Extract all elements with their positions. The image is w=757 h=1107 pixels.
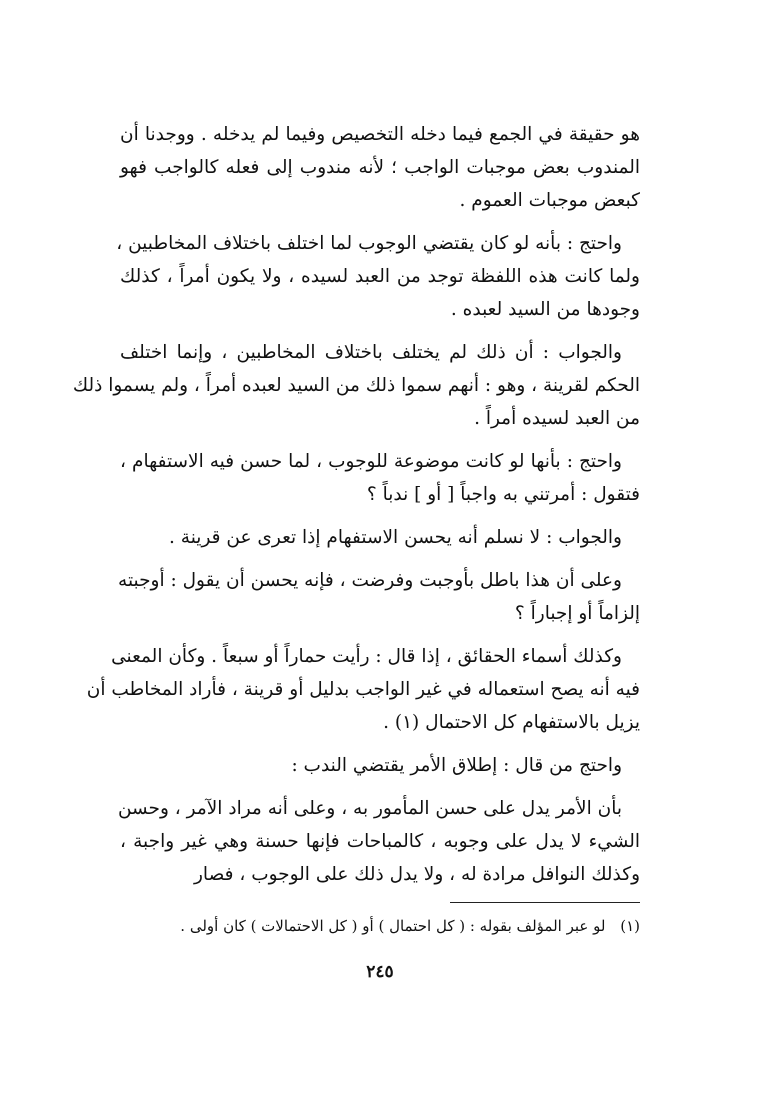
footnote-text: لو عبر المؤلف بقوله : ( كل احتمال ) أو ( كل الاحتمالات ) كان أولى . [180, 917, 606, 935]
footnote-mark: (١) [620, 917, 640, 935]
text-line: كبعض موجبات العموم . [459, 190, 640, 211]
text-line: المندوب بعض موجبات الواجب ؛ لأنه مندوب إلى فعله كالواجب فهو [120, 157, 640, 178]
paragraph [120, 521, 640, 554]
text-line: وعلى أن هذا باطل بأوجبت وفرضت ، فإنه يحسن أن يقول : أوجبته [118, 570, 622, 591]
text-line: وكذلك أسماء الحقائق ، إذا قال : رأيت حماراً أو سبعاً . وكأن المعنى [111, 646, 622, 667]
text-line: إلزاماً أو إجباراً ؟ [514, 603, 640, 624]
text-line: الشيء لا يدل على وجوبه ، كالمباحات فإنها حسنة وهي غير واجبة ، [120, 831, 640, 852]
paragraph [120, 118, 640, 217]
text-line: وجودها من السيد لعبده . [450, 299, 640, 320]
text-line: الحكم لقرينة ، وهو : أنهم سموا ذلك من السيد لعبده أمراً ، ولم يسموا ذلك [72, 375, 640, 396]
text-line: وكذلك النوافل مرادة له ، ولا يدل ذلك على الوجوب ، فصار [194, 864, 640, 885]
paragraph [120, 564, 640, 630]
footnote-divider [450, 902, 640, 903]
paragraph [86, 640, 640, 739]
paragraph [72, 336, 640, 435]
page-number: ٢٤٥ [366, 962, 394, 982]
paragraph [120, 445, 640, 511]
main-text [72, 118, 640, 901]
text-line: يزيل بالاستفهام كل الاحتمال (١) . [383, 712, 640, 733]
text-line: ولما كانت هذه اللفظة توجد من العبد لسيده ، ولا يكون أمراً ، كذلك [120, 266, 640, 287]
paragraph [120, 749, 640, 782]
text-line: فتقول : أمرتني به واجباً [ أو ] ندباً ؟ [366, 484, 640, 505]
text-line: فيه أنه يصح استعماله في غير الواجب بدليل أو قرينة ، فأراد المخاطب أن [86, 679, 640, 700]
text-line: واحتج : بأنه لو كان يقتضي الوجوب لما اختلف باختلاف المخاطبين ، [116, 233, 622, 254]
text-line: بأن الأمر يدل على حسن المأمور به ، وعلى أنه مراد الآمر ، وحسن [117, 798, 622, 819]
footnote [120, 913, 640, 939]
paragraph [116, 227, 640, 326]
text-line: واحتج : بأنها لو كانت موضوعة للوجوب ، لما حسن فيه الاستفهام ، [120, 451, 622, 472]
paragraph [117, 792, 640, 891]
text-line: والجواب : أن ذلك لم يختلف باختلاف المخاطبين ، وإنما اختلف [120, 342, 622, 363]
text-line: من العبد لسيده أمراً . [474, 408, 640, 429]
text-line: واحتج من قال : إطلاق الأمر يقتضي الندب : [291, 755, 622, 776]
text-line: والجواب : لا نسلم أنه يحسن الاستفهام إذا تعرى عن قرينة . [169, 527, 622, 548]
text-line: هو حقيقة في الجمع فيما دخله التخصيص وفيما لم يدخله . ووجدنا أن [120, 124, 640, 145]
